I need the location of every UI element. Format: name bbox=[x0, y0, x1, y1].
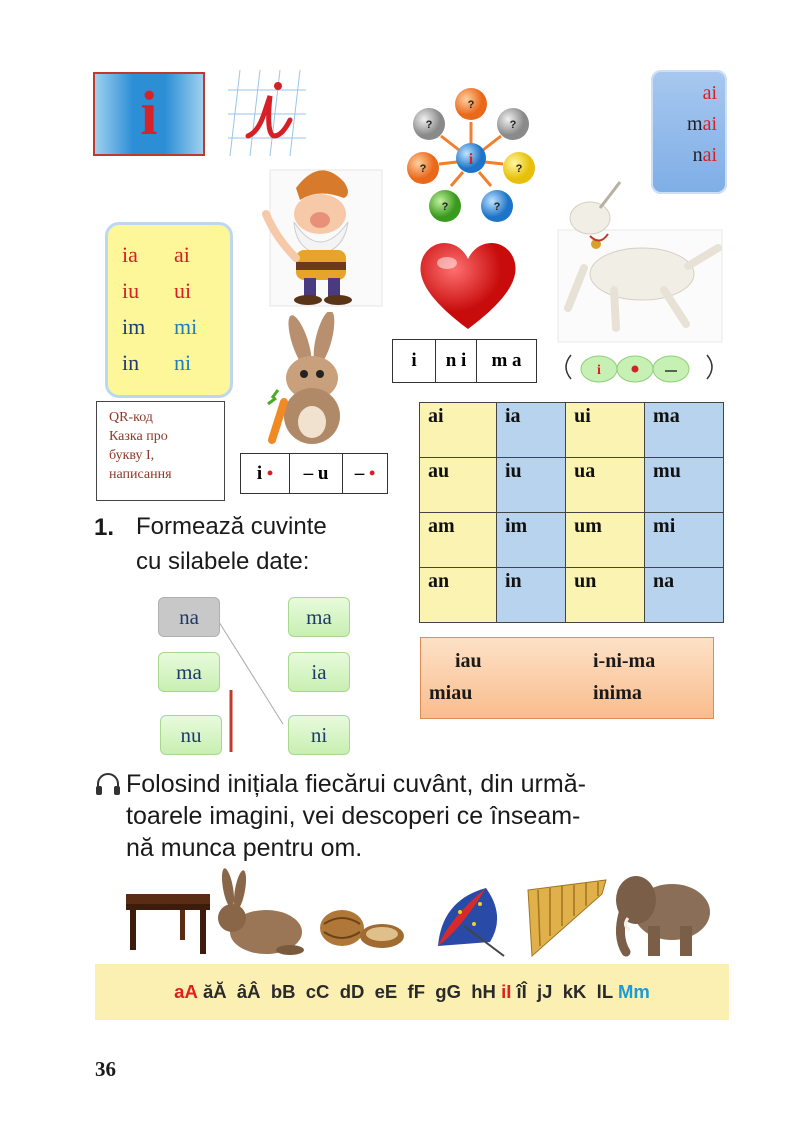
alphabet-part-2: îÎ jJ kK lL bbox=[511, 981, 618, 1002]
word-split-card bbox=[420, 637, 714, 719]
question-mark-3: ? bbox=[509, 119, 517, 131]
scheme-cell-1: i bbox=[393, 340, 436, 382]
table-cell: ui bbox=[566, 403, 645, 458]
cursive-grid-icon bbox=[228, 70, 306, 156]
lamb-illustration bbox=[554, 178, 726, 346]
alphabet-next-letter: Mm bbox=[617, 981, 650, 1002]
syllable-line-2: mai bbox=[687, 113, 717, 135]
table-cell: ai bbox=[420, 403, 497, 458]
table-cell: in bbox=[496, 568, 565, 623]
letter-i-card bbox=[93, 72, 205, 156]
table-cell: mi bbox=[645, 513, 724, 568]
syllable-button-ia[interactable]: ia bbox=[288, 652, 350, 692]
heart-illustration bbox=[415, 237, 521, 333]
table-cell: ia bbox=[496, 403, 565, 458]
table-row bbox=[420, 403, 724, 458]
bunny-scheme-cell-1: i • bbox=[241, 454, 290, 493]
qr-line-2: Казка про bbox=[109, 429, 168, 444]
center-letter: i bbox=[468, 151, 474, 168]
scheme-cell-3: m a bbox=[491, 350, 522, 371]
syllable-row-1: ia ai bbox=[122, 242, 190, 267]
letter-i: i bbox=[140, 80, 158, 148]
alphabet-current-letter: iI bbox=[501, 981, 512, 1002]
word-inima-split: i-ni-ma bbox=[593, 650, 656, 672]
qr-code-note[interactable] bbox=[96, 401, 225, 501]
bunny-scheme-cell-2: – u bbox=[290, 454, 343, 493]
qr-line-4: написання bbox=[109, 467, 172, 482]
qr-line-3: букву І, bbox=[109, 448, 155, 463]
syllable-button-ni[interactable]: ni bbox=[288, 715, 350, 755]
syllable-button-ma-right[interactable]: ma bbox=[288, 597, 350, 637]
syllable-row-3: im mi bbox=[122, 314, 198, 339]
qr-line-1: QR-код bbox=[109, 410, 153, 425]
table-cell: im bbox=[496, 513, 565, 568]
syllable-line-1: ai bbox=[702, 82, 717, 104]
instruction-line-1: Folosind inițiala fiecărui cuvânt, din urmă- bbox=[126, 770, 586, 798]
syllable-card-ai bbox=[651, 70, 727, 194]
page-number: 36 bbox=[95, 1057, 116, 1081]
exercise-text-line-1: Formează cuvinte bbox=[136, 513, 327, 540]
gnome-illustration bbox=[256, 158, 386, 308]
table-cell: na bbox=[645, 568, 724, 623]
walnut-picture bbox=[320, 910, 404, 948]
syllable-row-4: in ni bbox=[122, 350, 192, 375]
alphabet-strip bbox=[95, 964, 729, 1020]
question-mark-2: ? bbox=[425, 119, 433, 131]
exercise-text-line-2: cu silabele date: bbox=[136, 548, 310, 575]
rabbit-picture bbox=[218, 867, 304, 955]
syllable-row-2: iu ui bbox=[122, 278, 192, 303]
scheme-cell-2: n i bbox=[436, 340, 477, 382]
question-mark-4: ? bbox=[419, 163, 427, 175]
question-mark-5: ? bbox=[515, 163, 523, 175]
table-cell: un bbox=[566, 568, 645, 623]
question-mark-6: ? bbox=[441, 201, 449, 213]
question-mark-7: ? bbox=[493, 201, 501, 213]
word-iau: iau bbox=[455, 650, 482, 672]
table-row bbox=[420, 568, 724, 623]
instruction-line-2: toarele imagini, vei descoperi ce înseam- bbox=[126, 802, 581, 830]
lamb-scheme-letter: i bbox=[597, 363, 601, 378]
table-row bbox=[420, 513, 724, 568]
word-scheme-inima bbox=[392, 339, 537, 383]
word-inima: inima bbox=[593, 682, 642, 704]
exercise-number: 1. bbox=[94, 514, 115, 541]
alphabet-part-1: ăĂ âÂ bB cC dD eE fF gG hH bbox=[197, 981, 502, 1002]
bunny-illustration bbox=[264, 312, 360, 450]
question-mark-1: ? bbox=[467, 99, 475, 111]
question-circles-diagram bbox=[393, 82, 549, 238]
table-cell: mu bbox=[645, 458, 724, 513]
table-cell: ma bbox=[645, 403, 724, 458]
table-row bbox=[420, 458, 724, 513]
word-miau: miau bbox=[429, 682, 473, 704]
table-cell: an bbox=[420, 568, 497, 623]
table-cell: am bbox=[420, 513, 497, 568]
word-scheme-bunny bbox=[240, 453, 388, 494]
table-cell: um bbox=[566, 513, 645, 568]
cursive-letter-card bbox=[228, 70, 306, 156]
table-cell: iu bbox=[496, 458, 565, 513]
table-cell: au bbox=[420, 458, 497, 513]
headphones-icon bbox=[94, 770, 122, 798]
syllable-button-ma[interactable]: ma bbox=[158, 652, 220, 692]
umbrella-picture bbox=[438, 888, 504, 956]
pan-flute-picture bbox=[528, 880, 606, 956]
elephant-picture bbox=[616, 876, 710, 956]
syllable-button-na[interactable]: na bbox=[158, 597, 220, 637]
syllable-line-3: nai bbox=[692, 144, 717, 166]
table-picture bbox=[126, 894, 210, 954]
pictures-row bbox=[120, 860, 720, 960]
word-scheme-lamb bbox=[557, 347, 721, 387]
syllable-list-card bbox=[105, 222, 233, 398]
syllable-button-nu[interactable]: nu bbox=[160, 715, 222, 755]
alphabet-learned-a: aA bbox=[174, 981, 198, 1002]
table-cell: ua bbox=[566, 458, 645, 513]
bunny-scheme-cell-3: – • bbox=[354, 462, 376, 484]
syllable-table bbox=[419, 402, 724, 623]
instruction-line-3: nă munca pentru om. bbox=[126, 834, 363, 862]
